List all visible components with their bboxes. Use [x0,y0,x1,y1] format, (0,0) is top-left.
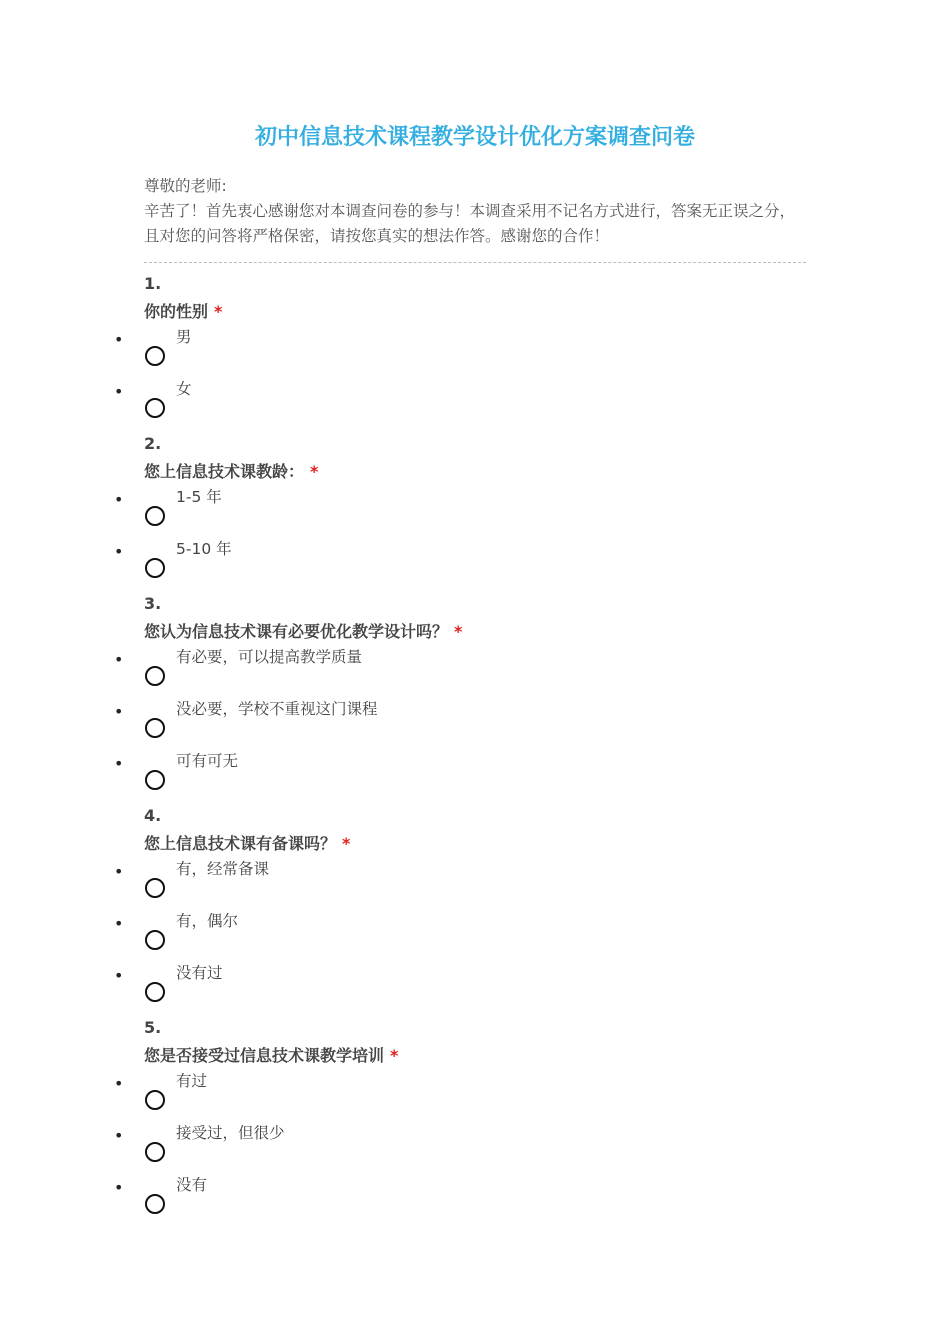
bullet-icon: • [114,650,124,669]
option-label[interactable]: 有过 [176,1072,208,1090]
intro-section [144,174,806,249]
bullet-icon: • [114,1074,124,1093]
question-5 [0,1014,950,1226]
option-item[interactable] [0,486,950,538]
required-mark: * [454,622,463,641]
question-text: 你的性别 [144,302,209,321]
option-item[interactable] [0,910,950,962]
bullet-icon: • [114,382,124,401]
option-item[interactable] [0,750,950,802]
option-label[interactable]: 有，经常备课 [176,860,270,878]
option-list [0,1070,950,1226]
bullet-icon: • [114,754,124,773]
option-label[interactable]: 1-5 年 [176,488,222,506]
option-item[interactable] [0,1122,950,1174]
radio-button[interactable] [145,1142,165,1162]
radio-button[interactable] [145,346,165,366]
option-label[interactable]: 没有 [176,1176,208,1194]
intro-greeting: 尊敬的老师: [144,177,227,195]
option-label[interactable]: 有，偶尔 [176,912,239,930]
radio-button[interactable] [145,1194,165,1214]
radio-button[interactable] [145,666,165,686]
bullet-icon: • [114,330,124,349]
radio-button[interactable] [145,398,165,418]
option-item[interactable] [0,1174,950,1226]
question-text: 您是否接受过信息技术课教学培训 [144,1046,385,1065]
question-2 [0,430,950,590]
question-text-row [144,618,950,646]
question-text: 您上信息技术课教龄： [144,462,305,481]
radio-button[interactable] [145,878,165,898]
radio-button[interactable] [145,982,165,1002]
option-item[interactable] [0,326,950,378]
option-item[interactable] [0,962,950,1014]
question-number: 1. [144,274,162,293]
option-list [0,486,950,590]
option-label[interactable]: 没有过 [176,964,223,982]
bullet-icon: • [114,490,124,509]
question-text-row [144,830,950,858]
radio-button[interactable] [145,930,165,950]
option-list [0,858,950,1014]
option-label[interactable]: 5-10 年 [176,540,232,558]
required-mark: * [214,302,223,321]
question-text-row [144,1042,950,1070]
option-label[interactable]: 接受过，但很少 [176,1124,285,1142]
bullet-icon: • [114,862,124,881]
question-1 [0,270,950,430]
question-number: 4. [144,806,162,825]
option-list [0,326,950,430]
required-mark: * [390,1046,399,1065]
radio-button[interactable] [145,1090,165,1110]
bullet-icon: • [114,914,124,933]
question-text-row [144,298,950,326]
option-item[interactable] [0,378,950,430]
option-label[interactable]: 有必要，可以提高教学质量 [176,648,363,666]
radio-button[interactable] [145,770,165,790]
bullet-icon: • [114,542,124,561]
radio-button[interactable] [145,718,165,738]
question-number: 2. [144,434,162,453]
section-divider [144,262,806,263]
question-text: 您认为信息技术课有必要优化教学设计吗？ [144,622,449,641]
option-item[interactable] [0,646,950,698]
question-number: 5. [144,1018,162,1037]
question-text-row [144,458,950,486]
option-label[interactable]: 女 [176,380,192,398]
intro-body: 辛苦了！首先衷心感谢您对本调查问卷的参与！本调查采用不记名方式进行，答案无正误之分，且对您的问答将严格保密，请按您真实的想法作答。感谢您的合作！ [144,202,796,245]
bullet-icon: • [114,1126,124,1145]
bullet-icon: • [114,966,124,985]
question-text: 您上信息技术课有备课吗？ [144,834,337,853]
question-list [0,270,950,1226]
radio-button[interactable] [145,506,165,526]
question-3 [0,590,950,802]
option-label[interactable]: 没必要，学校不重视这门课程 [176,700,378,718]
bullet-icon: • [114,1178,124,1197]
required-mark: * [310,462,319,481]
radio-button[interactable] [145,558,165,578]
question-number: 3. [144,594,162,613]
option-item[interactable] [0,858,950,910]
option-list [0,646,950,802]
option-item[interactable] [0,538,950,590]
option-item[interactable] [0,698,950,750]
question-4 [0,802,950,1014]
survey-title: 初中信息技术课程教学设计优化方案调查问卷 [254,124,695,150]
option-item[interactable] [0,1070,950,1122]
required-mark: * [342,834,351,853]
option-label[interactable]: 男 [176,328,192,346]
option-label[interactable]: 可有可无 [176,752,239,770]
bullet-icon: • [114,702,124,721]
